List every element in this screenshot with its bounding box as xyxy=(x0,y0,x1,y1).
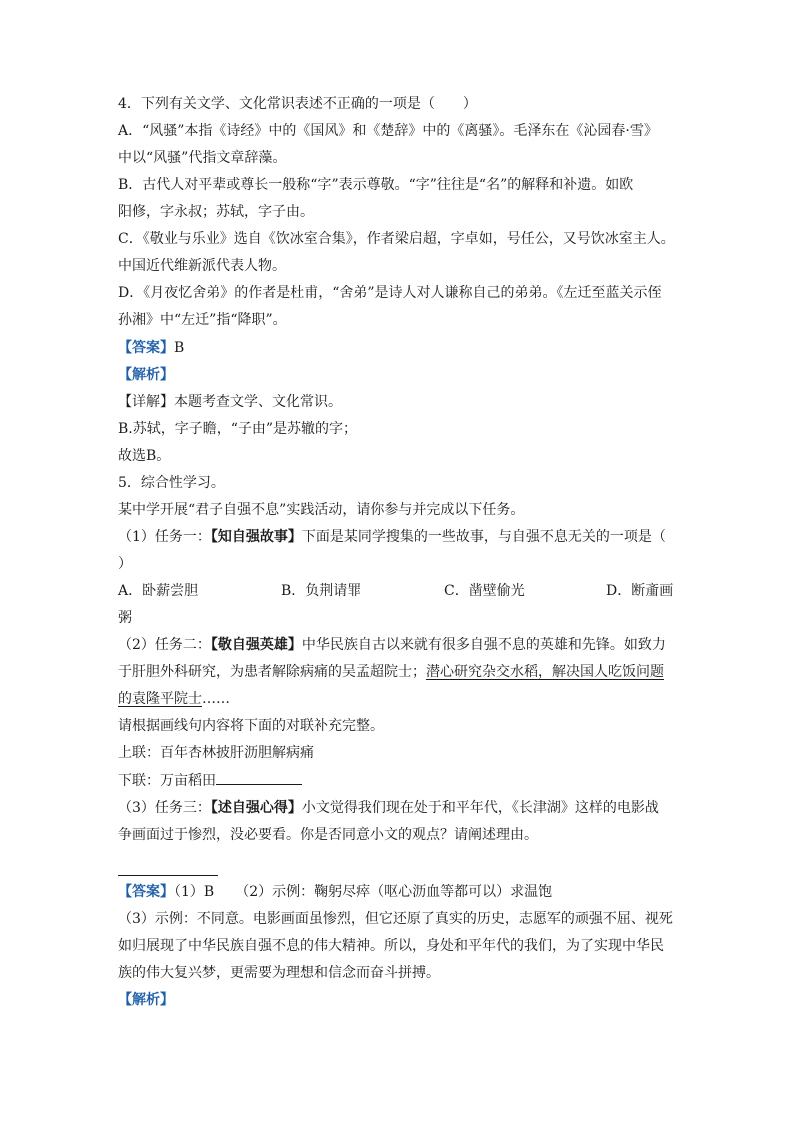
couplet-lower-text: 下联：万亩稻田 xyxy=(118,773,216,789)
task2-text: 中华民族自古以来就有很多自强不息的英雄和先锋。如致力 xyxy=(301,637,666,653)
task3-text: 小文觉得我们现在处于和平年代，《长津湖》这样的电影战 xyxy=(301,800,659,816)
option-d-wrap: 粥 xyxy=(118,610,132,626)
analysis-tag: 【解析】 xyxy=(118,367,174,383)
task2-underlined-2: 的袁隆平院士 xyxy=(118,691,202,707)
q5-analysis xyxy=(118,990,678,1010)
task2-plain: 于肝胆外科研究，为患者解除病痛的吴孟超院士； xyxy=(118,664,426,680)
q5-task3-line2: 争画面过于惨烈，没必要看。你是否同意小文的观点？请阐述理由。 xyxy=(118,827,538,843)
q4-answer xyxy=(118,338,678,358)
detail-text: 本题考查文学、文化常识。 xyxy=(174,394,342,410)
q4-analysis xyxy=(118,365,678,385)
q4-option-b-line1: B．古代人对平辈或尊长一般称“字”表示尊敬。“字”往往是“名”的解释和补遗。如欧 xyxy=(118,177,634,193)
answer-value: B xyxy=(174,340,185,356)
task2-prefix: （2）任务二： xyxy=(118,637,211,653)
q5-task2-line2 xyxy=(118,662,678,682)
q5-answer-3b: 如归展现了中华民族自强不息的伟大精神。所以，身处和平年代的我们，为了实现中华民 xyxy=(118,938,664,954)
q5-answer-tag: 【答案】 xyxy=(118,884,174,900)
task2-tag: 【敬自强英雄】 xyxy=(210,637,302,653)
q4-option-c-line1: C．《敬业与乐业》选自《饮冰室合集》，作者梁启超，字卓如，号任公，又号饮冰室主人。 xyxy=(118,231,675,247)
task3-tag: 【述自强心得】 xyxy=(210,800,302,816)
q5-answer-3c: 族的伟大复兴梦，更需要为理想和信念而奋斗拼搏。 xyxy=(118,965,440,981)
task1-prefix: （1）任务一： xyxy=(118,529,211,545)
q5-task2-instruction: 请根据画线句内容将下面的对联补充完整。 xyxy=(118,718,384,734)
q4-detail-b: B.苏轼，字子瞻，“子由”是苏辙的字； xyxy=(118,421,358,437)
q4-option-d-line2: 孙湘》中“左迁”指“降职”。 xyxy=(118,312,287,328)
q5-answer-1: （1）B （2）示例：鞠躬尽瘁（呕心沥血等都可以）求温饱 xyxy=(174,884,553,900)
task1-tag: 【知自强故事】 xyxy=(210,529,302,545)
q5-analysis-tag: 【解析】 xyxy=(118,992,174,1008)
q4-detail xyxy=(118,392,678,412)
q4-option-d-line1: D．《月夜忆舍弟》的作者是杜甫，“舍弟”是诗人对人谦称自己的弟弟。《左迁至蓝关示侄 xyxy=(118,285,662,301)
q5-stem: 5．综合性学习。 xyxy=(118,475,225,491)
answer-tag: 【答案】 xyxy=(118,340,174,356)
task3-answer-blank xyxy=(118,875,218,876)
task3-prefix: （3）任务三： xyxy=(118,800,211,816)
q4-option-c-line2: 中国近代维新派代表人物。 xyxy=(118,258,286,274)
q5-task3 xyxy=(118,798,678,818)
task2-ellipsis: …… xyxy=(202,691,230,707)
q5-task1-close: ） xyxy=(118,556,132,572)
q4-option-b-line2: 阳修，字永叔；苏轼，字子由。 xyxy=(118,204,314,220)
detail-tag: 【详解】 xyxy=(118,394,174,410)
q5-task1 xyxy=(118,527,678,547)
q4-option-a-line2: 中以“风骚”代指文章辞藻。 xyxy=(118,150,287,166)
q5-answer-3a: （3）示例：不同意。电影画面虽惨烈，但它还原了真实的历史，志愿军的顽强不屈、视死 xyxy=(118,911,673,927)
q5-task2-line3 xyxy=(118,689,678,709)
q4-option-a-line1: A．“风骚”本指《诗经》中的《国风》和《楚辞》中的《离骚》。毛泽东在《沁园春·雪》 xyxy=(118,123,658,139)
option-a: A．卧薪尝胆 xyxy=(118,583,199,599)
option-b: B．负荆请罪 xyxy=(281,583,362,599)
couplet-lower xyxy=(118,770,678,791)
q5-task2 xyxy=(118,635,678,655)
option-d: D．断齑画 xyxy=(606,583,674,599)
q5-answer xyxy=(118,882,678,902)
q5-intro: 某中学开展“君子自强不息”实践活动，请你参与并完成以下任务。 xyxy=(118,502,525,518)
option-c: C．凿壁偷光 xyxy=(444,583,525,599)
q4-conclusion: 故选B。 xyxy=(118,448,171,464)
couplet-blank xyxy=(216,770,302,785)
task1-text: 下面是某同学搜集的一些故事，与自强不息无关的一项是（ xyxy=(301,529,666,545)
q4-stem: 4．下列有关文学、文化常识表述不正确的一项是（ ） xyxy=(118,96,477,112)
task2-underlined-1: 潜心研究杂交水稻，解决国人吃饭问题 xyxy=(426,664,664,680)
couplet-upper: 上联：百年杏林披肝沥胆解病痛 xyxy=(118,745,314,761)
